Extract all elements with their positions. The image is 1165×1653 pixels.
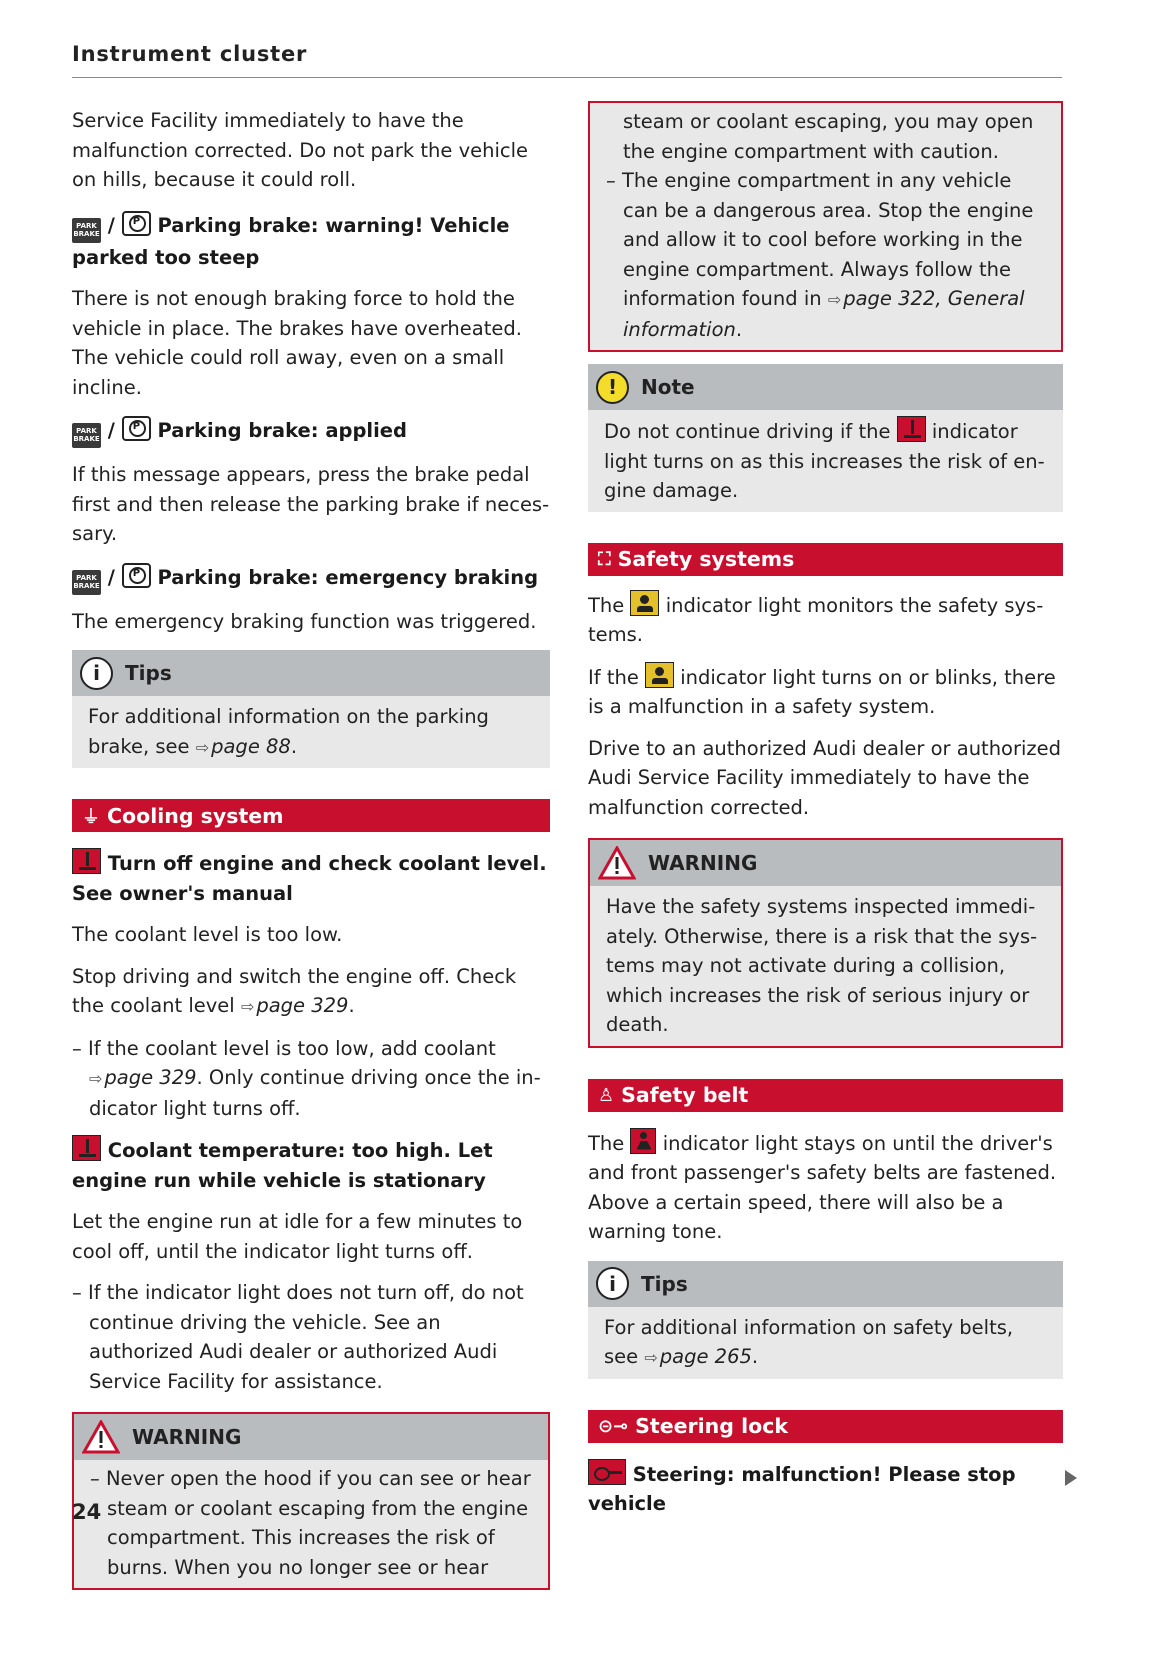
arrow-icon: ⇨ [827, 290, 842, 309]
park-brake-icon: PARK BRAKE [72, 218, 101, 243]
arrow-icon: ⇨ [89, 1069, 103, 1088]
coolant-idle-text: Let the engine run at idle for a few minutes to cool off, until the indicator light turns off. [72, 1210, 523, 1263]
coolant-low-text: The coolant level is too low. [72, 923, 343, 946]
warning-box-body [590, 886, 1061, 1046]
park-brake-icon: PARK BRAKE [72, 423, 101, 448]
airbag-indicator-icon [645, 662, 674, 688]
coolant-warning-icon [72, 1135, 101, 1161]
page-reference-link[interactable]: page 329 [104, 1066, 197, 1089]
left-column [72, 106, 550, 1590]
airbag-indicator-icon [630, 590, 659, 616]
tips-box-header [72, 650, 550, 696]
intro-paragraph: Service Facility immediately to have the malfunction corrected. Do not park the vehicle on hills, because it could roll. [72, 109, 529, 191]
seatbelt-icon: ♙ [598, 1084, 615, 1106]
tips-box-header [588, 1261, 1063, 1307]
tips-label: Tips [125, 661, 172, 685]
page-header [72, 42, 1062, 78]
arrow-icon: ⇨ [195, 737, 210, 757]
parking-applied-text: If this message appears, press the brake pedal first and then release the parking brake if necessary. [72, 463, 550, 545]
coolant-bullet: – If the coolant level is too low, add coolant ⇨ page 329. Only continue driving once the indicator light turns off. [72, 1036, 541, 1120]
parking-steep-text: There is not enough braking force to hold the vehicle in place. The brakes have overheated. The vehicle could roll away, even on a small incline. [72, 287, 522, 399]
tips-box-belts [588, 1261, 1063, 1379]
safety-malfunction-text: If the indicator light turns on or blinks, there is a malfunction in a safety system. [588, 662, 1063, 722]
parking-steep-heading: PARK BRAKE / P Parking brake: warning! Vehicle parked too steep [72, 211, 550, 273]
coolant-warning-icon [72, 848, 101, 874]
parking-applied-heading: PARK BRAKE / P Parking brake: applied [72, 416, 550, 448]
warning-box-safety [588, 838, 1063, 1048]
warning-box-continued [588, 101, 1063, 352]
steering-lock-icon: ⊝⊸ [598, 1415, 629, 1437]
page-reference-link[interactable]: page 88 [211, 734, 291, 758]
warning-box-body [74, 1460, 548, 1588]
warning-triangle-icon [598, 846, 636, 880]
warning-label: WARNING [648, 851, 758, 875]
parking-p-icon: P [122, 416, 151, 441]
arrow-icon: ⇨ [240, 997, 255, 1016]
note-label: Note [641, 375, 695, 399]
warning-triangle-icon [82, 1420, 120, 1454]
warning-box-body [590, 103, 1061, 350]
coolant-dealer-bullet: – If the indicator light does not turn off, do not continue driving the vehicle. See an authorized Audi dealer or authorized Audi Service Facility for assistance. [72, 1281, 524, 1393]
info-icon: i [80, 657, 113, 690]
section-title: Safety belt [621, 1083, 749, 1107]
page-header-title: Instrument cluster [72, 42, 308, 66]
continue-arrow-icon [1065, 1470, 1077, 1486]
page-reference-link[interactable]: page 329 [256, 994, 349, 1017]
warning-continued-text: steam or coolant escaping, you may open the engine compartment with caution. [623, 110, 1034, 163]
engine-compartment-bullet: – The engine compartment in any vehicle can be a dangerous area. Stop the engine and allow it to cool before working in the engine compartment. Always follow the information found in ⇨ page 322, General information. [606, 169, 1034, 341]
park-brake-icon: PARK BRAKE [72, 570, 101, 595]
parking-emergency-heading: PARK BRAKE / P Parking brake: emergency braking [72, 563, 550, 595]
section-title: Safety systems [617, 547, 795, 571]
note-box-header [588, 364, 1063, 410]
page-reference-link[interactable]: page 322, General information [623, 287, 1025, 341]
coolant-stop-text: Stop driving and switch the engine off. Check the coolant level ⇨ page 329. [72, 964, 517, 1017]
safety-monitor-text: The indicator light monitors the safety systems. [588, 590, 1063, 650]
airbag-icon: ⛶ [598, 548, 611, 570]
tips-box-body: For additional information on safety belts, see ⇨ page 265. [604, 1315, 1014, 1368]
parking-p-icon: P [122, 211, 151, 236]
warning-box-header [74, 1414, 548, 1460]
steering-warning-icon [588, 1459, 626, 1485]
warning-box-header [590, 840, 1061, 886]
info-icon: i [596, 1267, 629, 1300]
coolant-warning-icon [897, 416, 926, 442]
exclamation-icon: ! [596, 371, 629, 404]
page-reference-link[interactable]: page 265 [659, 1345, 752, 1368]
section-bar-safety-systems [588, 543, 1063, 576]
coolant-level-heading: Turn off engine and check coolant level. See owner's manual [72, 848, 550, 908]
hood-warning-bullet: – Never open the hood if you can see or hear steam or coolant escaping from the engine compartment. This increases the risk of burns. When you no longer see or hear [90, 1467, 531, 1579]
safety-dealer-text: Drive to an authorized Audi dealer or authorized Audi Service Facility immediately to have the malfunction corrected. [588, 736, 1062, 819]
coolant-temp-heading: Coolant temperature: too high. Let engine run while vehicle is stationary [72, 1135, 550, 1195]
safety-warning-text: Have the safety systems inspected immediately. Otherwise, there is a risk that the systems may not activate during a collision, which increases the risk of serious injury or death. [606, 895, 1038, 1036]
parking-p-icon: P [122, 563, 151, 588]
seatbelt-text: The indicator light stays on until the driver's and front passenger's safety belts are fastened. Above a certain speed, there will also be a warning tone. [588, 1128, 1063, 1247]
seatbelt-indicator-icon [630, 1128, 656, 1154]
note-box [588, 364, 1063, 512]
parking-emergency-text: The emergency braking function was triggered. [72, 609, 537, 633]
warning-label: WARNING [132, 1425, 242, 1449]
section-bar-cooling [72, 799, 550, 832]
page-number: 24 [72, 1500, 102, 1524]
section-title: Steering lock [635, 1414, 788, 1438]
tips-label: Tips [641, 1271, 688, 1296]
coolant-icon: ⏚ [82, 806, 100, 828]
section-bar-safety-belt [588, 1079, 1063, 1112]
right-column [588, 101, 1063, 1519]
tips-box-body: For additional information on the parking brake, see ⇨ page 88. [88, 705, 489, 758]
note-box-body: Do not continue driving if the indicator light turns on as this increases the risk of engine damage. [588, 410, 1063, 512]
warning-box-hood [72, 1412, 550, 1590]
steering-malfunction-heading: Steering: malfunction! Please stop vehicle [588, 1459, 1063, 1519]
tips-box-parking [72, 650, 550, 768]
section-bar-steering-lock [588, 1410, 1063, 1443]
section-title: Cooling system [107, 803, 284, 828]
arrow-icon: ⇨ [644, 1348, 658, 1367]
